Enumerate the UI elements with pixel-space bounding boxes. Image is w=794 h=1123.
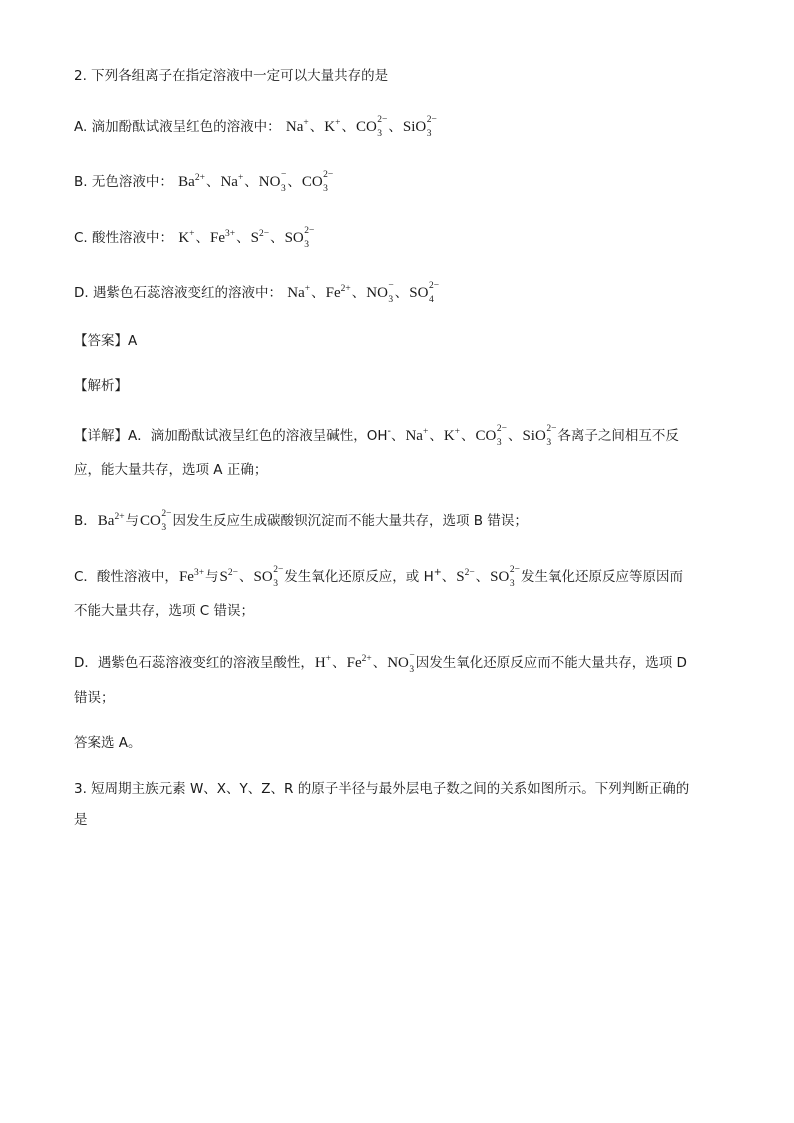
ion-na: Na+ [220,173,244,190]
detail-a-line-1: 【详解】A．滴加酚酞试液呈红色的溶液呈碱性，OH-、Na+、K+、CO 2− 3 、SiO 2− 3 各离子之间相互不反 [74,423,679,448]
question-3-stem-line-2: 是 [74,812,88,828]
ion-no3: NO − 3 [387,650,415,675]
ion-co3: CO 2− 3 [301,169,334,194]
ion-ba: $Ba^{2+}$ [97,512,125,529]
option-d: D. 遇紫色石蕊溶液变红的溶液中： Na+、$Fe^{2+}$、NO − 3 、SO 2− 4 [74,280,440,305]
option-c: C. 酸性溶液中： K+、$Fe^{3+}$、$S^{2-}$、SO 2− 3 [74,225,315,250]
ion-so3: SO 2− 3 [253,564,284,589]
detail-tag: 【详解】 [74,428,128,444]
detail-d-line-1: D．遇紫色石蕊溶液变红的溶液呈酸性，H+、$Fe^{2+}$、NO − 3 因发生氧化还原反应而不能大量共存，选项 D [74,650,687,675]
ion-s: $S^{2-}$ [219,568,238,585]
ion-co3: CO 2− 3 [355,114,388,139]
ion-na: Na+ [405,427,429,444]
ion-fe: $Fe^{3+}$ [210,229,236,246]
ion-so3: SO 2− 3 [490,564,520,589]
ion-h: H+ [314,654,332,671]
ion-k: K+ [443,427,461,444]
ion-k: K+ [178,229,195,246]
ion-sio3: SiO 2− 3 [522,423,557,448]
ion-na: Na+ [287,284,311,301]
option-a: A. 滴加酚酞试液呈红色的溶液中： Na+、K+、CO 2− 3 、SiO 2− 3 [74,114,437,139]
question-2-stem: 2. 下列各组离子在指定溶液中一定可以大量共存的是 [74,68,389,84]
detail-c-line-1: C．酸性溶液中，$Fe^{3+}$与$S^{2-}$、SO 2− 3 发生氧化还原反应，或 H+、$S^{2-}$、SO 2− 3 发生氧化还原反应等原因而 [74,564,683,589]
final-answer: 答案选 A。 [74,735,142,751]
ion-sio3: SiO 2− 3 [402,114,437,139]
ion-no3: NO − 3 [258,169,287,194]
ion-so4: SO 2− 4 [409,280,440,305]
analysis-tag: 【解析】 [74,378,128,394]
answer-value: A [128,333,138,349]
detail-c-line-2: 不能大量共存，选项 C 错误； [74,603,255,619]
answer-tag: 【答案】 [74,333,128,349]
detail-a-line-2: 应，能大量共存，选项 A 正确； [74,462,268,478]
ion-fe: $Fe^{2+}$ [325,284,351,301]
ion-co3: CO 2− 3 [140,508,172,533]
ion-fe: $Fe^{2+}$ [346,654,372,671]
ion-s: $S^{2-}$ [456,568,475,585]
ion-s: $S^{2-}$ [250,229,270,246]
ion-na: Na+ [285,118,309,135]
ion-fe: $Fe^{3+}$ [178,568,205,585]
question-3-stem-line-1: 3. 短周期主族元素 W、X、Y、Z、R 的原子半径与最外层电子数之间的关系如图所示。下列判断正确的 [74,781,690,797]
option-b: B. 无色溶液中： $Ba^{2+}$、Na+、NO − 3 、CO 2− 3 [74,169,334,194]
ion-no3: NO − 3 [366,280,394,305]
detail-b: B．$Ba^{2+}$与CO 2− 3 因发生反应生成碳酸钡沉淀而不能大量共存，选项 B 错误； [74,508,528,533]
ion-so3: SO 2− 3 [284,225,315,250]
answer-line [74,331,734,351]
ion-k: K+ [324,118,341,135]
ion-ba: $Ba^{2+}$ [178,173,205,190]
ion-co3: CO 2− 3 [475,423,507,448]
detail-d-line-2: 错误； [74,690,115,706]
